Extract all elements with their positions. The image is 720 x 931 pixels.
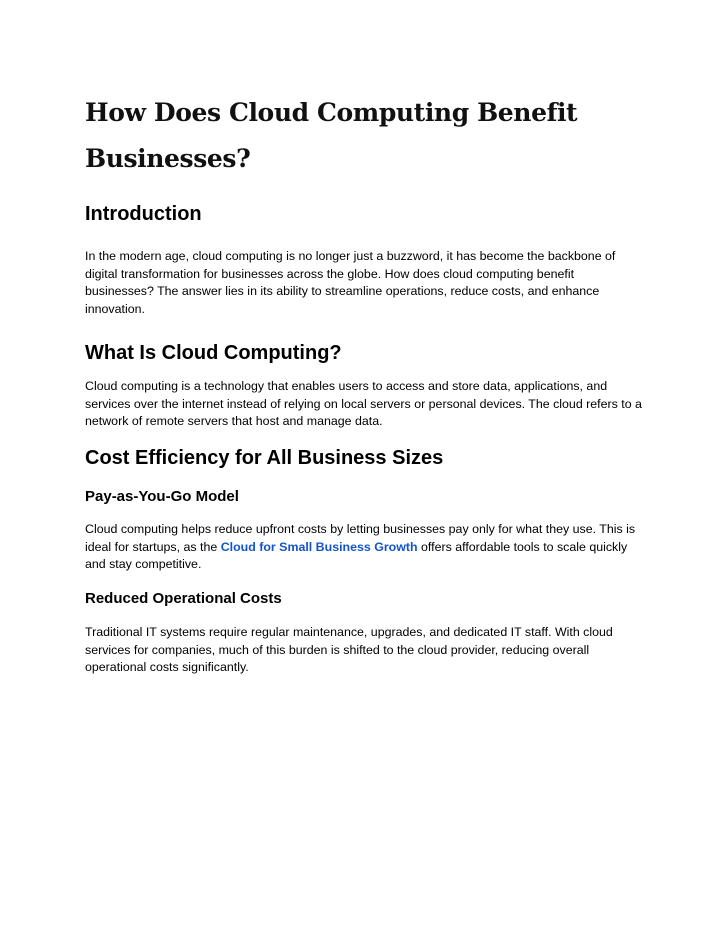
document-title: How Does Cloud Computing Benefit Businesses?	[85, 98, 578, 173]
pay-as-you-go-text-after-link: offers affordable tools to scale quickly and stay competitive.	[85, 539, 628, 571]
introduction-heading: Introduction	[85, 203, 202, 225]
reduced-costs-paragraph: Traditional IT systems require regular maintenance, upgrades, and dedicated IT staff. With cloud services for companies, much of this burden is shifted to the cloud provider, reducing overall operational costs significantly.	[85, 625, 613, 674]
pay-as-you-go-heading: Pay-as-You-Go Model	[85, 488, 239, 505]
small-business-growth-link[interactable]: Cloud for Small Business Growth	[220, 539, 418, 554]
cost-efficiency-heading: Cost Efficiency for All Business Sizes	[85, 447, 444, 469]
introduction-paragraph: In the modern age, cloud computing is no longer just a buzzword, it has become the backbone of digital transformation for businesses across the globe. How does cloud computing benefit businesses? The answer lies in its ability to streamline operations, reduce costs, and enhance innovation.	[85, 249, 616, 316]
pay-as-you-go-paragraph	[85, 521, 645, 574]
pay-as-you-go-text-before-link: Cloud computing helps reduce upfront costs by letting businesses pay only for what they use. This is ideal for startups, as the	[85, 522, 636, 554]
what-is-cloud-paragraph: Cloud computing is a technology that enables users to access and store data, applications, and services over the internet instead of relying on local servers or personal devices. The cloud refers to a network of remote servers that host and manage data.	[85, 379, 642, 428]
what-is-cloud-heading: What Is Cloud Computing?	[85, 342, 342, 364]
reduced-costs-heading: Reduced Operational Costs	[85, 590, 282, 607]
